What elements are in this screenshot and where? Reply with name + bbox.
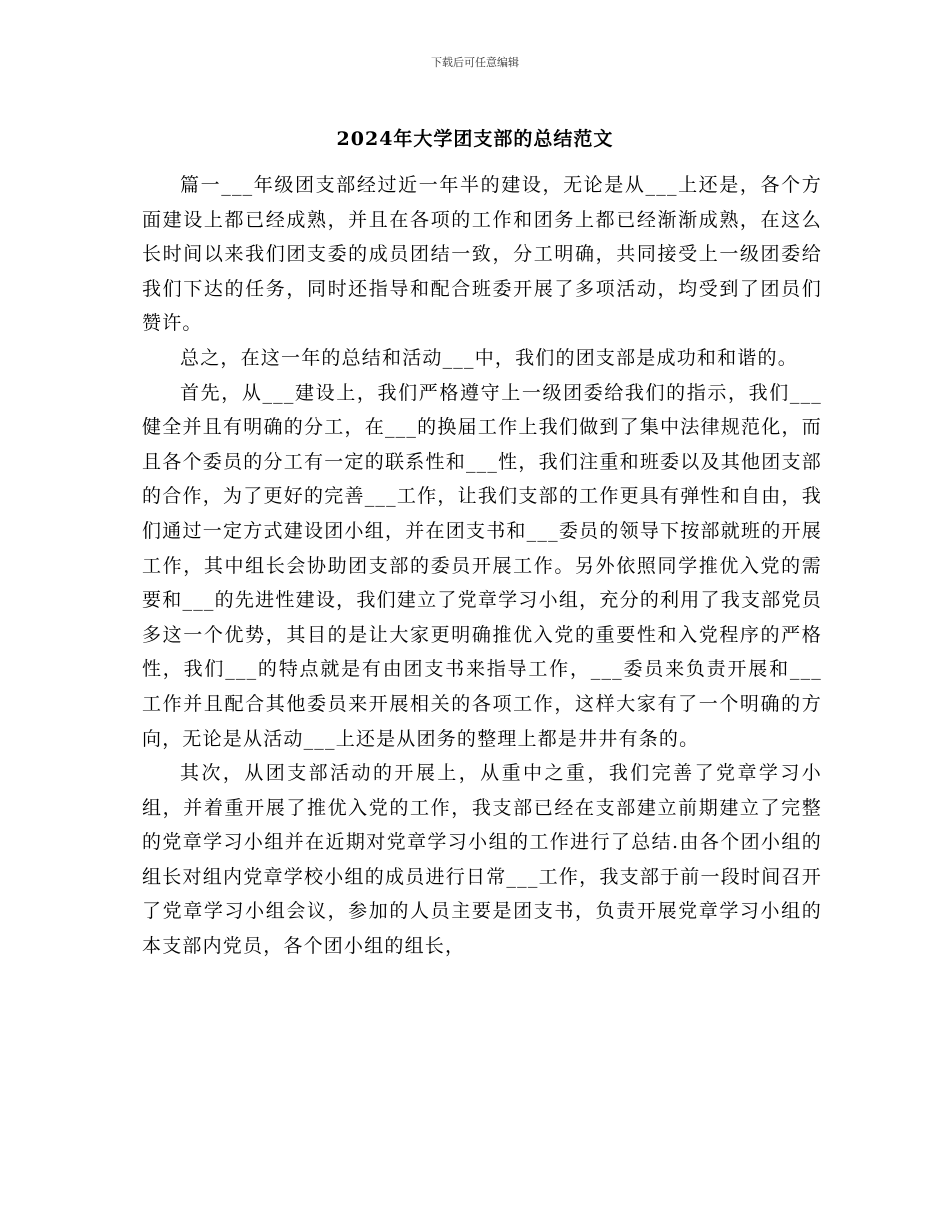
paragraph-2: 总之，在这一年的总结和活动___中，我们的团支部是成功和和谐的。 <box>180 346 798 369</box>
paragraph-4: 其次，从团支部活动的开展上，从重中之重，我们完善了党章学习小组，并着重开展了推优入党的工作，我支部已经在支部建立前期建立了完整的党章学习小组并在近期对党章学习小组的工作进行了总结.由各个团小组的组长对组内党章学校小组的成员进行日常___工作，我支部于前一段时间召开了党章学习小组会议，参加的人员主要是团支书，负责开展党章学习小组的本支部内党员，各个团小组的组长， <box>142 762 822 958</box>
document-body <box>142 168 822 964</box>
document-title: 2024年大学团支部的总结范文 <box>336 128 614 150</box>
paragraph-3: 首先，从___建设上，我们严格遵守上一级团委给我们的指示，我们___健全并且有明确的分工，在___的换届工作上我们做到了集中法律规范化，而且各个委员的分工有一定的联系性和___性，我们注重和班委以及其他团支部的合作，为了更好的完善___工作，让我们支部的工作更具有弹性和自由，我们通过一定方式建设团小组，并在团支书和___委员的领导下按部就班的开展工作，其中组长会协助团支部的委员开展工作。另外依照同学推优入党的需要和___的先进性建设，我们建立了党章学习小组，充分的利用了我支部党员多这一个优势，其目的是让大家更明确推优入党的重要性和入党程序的严格性，我们___的特点就是有由团支书来指导工作，___委员来负责开展和___工作并且配合其他委员来开展相关的各项工作，这样大家有了一个明确的方向，无论是从活动___上还是从团务的整理上都是井井有条的。 <box>142 381 822 750</box>
paragraph-1: 篇一___年级团支部经过近一年半的建设，无论是从___上还是，各个方面建设上都已经成熟，并且在各项的工作和团务上都已经渐渐成熟，在这么长时间以来我们团支委的成员团结一致，分工明确，共同接受上一级团委给我们下达的任务，同时还指导和配合班委开展了多项活动，均受到了团员们赞许。 <box>142 174 822 335</box>
page-header: 下载后可任意编辑 <box>431 56 519 69</box>
